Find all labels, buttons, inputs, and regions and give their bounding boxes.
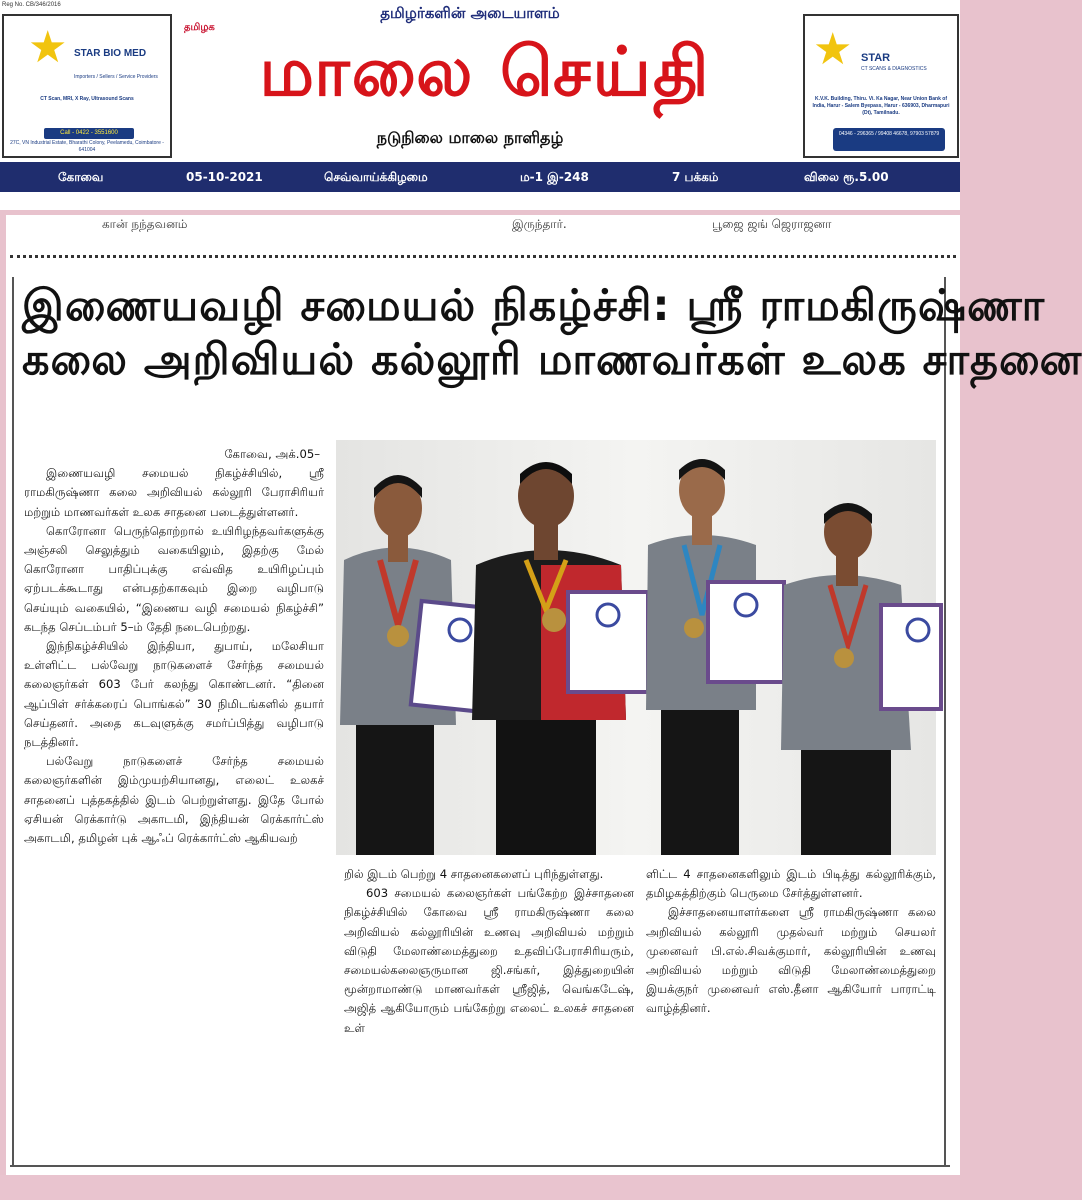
certificate-2 [568,592,648,692]
article-clipping [6,215,1082,1175]
article-column-2 [344,865,634,1160]
article-paragraph: இந்நிகழ்ச்சியில் இந்தியா, துபாய், மலேசியா உள்ளிட்ட பல்வேறு நாடுகளைச் சேர்ந்த சமையல் கலைஞர்கள் 603 பேர் கலந்து கொண்டனர். “தினை ஆப்பிள் சர்க்கரைப் பொங்கல்” 30 நிமிடங்களில் தயார் செய்தனர். அதை கடவுளுக்கு சமர்ப்பித்து வழிபாடு நடத்தினர். [24,639,324,750]
issue-pages: 7 பக்கம் [672,170,719,184]
advert-brand: STAR BIO MED [74,48,147,59]
article-column-3 [646,865,936,1160]
article-headline [22,279,1082,387]
advert-address: 27C, VN Industrial Estate, Bharathi Colony, Peelamedu, Coimbatore - 641004 [10,140,164,153]
article-paragraph: இச்சாதனையாளர்களை ஸ்ரீ ராமகிருஷ்ணா கலை அறிவியல் கல்லூரி முதல்வர் மற்றும் செயலர் முனைவர் பி.எல்.சிவக்குமார், கல்லூரியின் உணவு அறிவியல் மற்றும் விடுதி மேலாண்மைத்துறை இயக்குநர் முனைவர் எஸ்.தீனா ஆகியோர் பாராட்டி வாழ்த்தினர். [646,905,936,1016]
advert-brand: STAR [861,52,891,64]
certificate-3 [708,582,784,682]
article-paragraph: இணையவழி சமையல் நிகழ்ச்சியில், ஸ்ரீ ராமகிருஷ்ணா கலை அறிவியல் கல்லூரி பேராசிரியர் மற்றும் மாணவர்கள் உலக சாதனை படைத்துள்ளனர். [24,466,324,519]
article-paragraph: பல்வேறு நாடுகளைச் சேர்ந்த சமையல் கலைஞர்களின் இம்முயற்சியானது, எலைட் உலகச் சாதனைப் புத்தகத்தில் இடம் பெற்றுள்ளது. இதே போல் ஏசியன் ரெக்கார்டு அகாடமி, இந்தியன் ரெக்கார்ட்ஸ் அகாடமி, தமிழன் புக் ஆஃப் ரெக்கார்ட்ஸ் ஆகியவற் [24,754,324,846]
bottom-rule [10,1165,950,1167]
cropped-headline-strip [0,192,960,210]
article-column-1 [24,445,324,1155]
issue-city: கோவை [58,170,104,184]
clipped-text-right: பூஜை ஜங் ஜெராஜனா [712,217,832,231]
photo-group-illustration [336,440,936,855]
column-rule [944,277,946,1167]
issue-price: விலை ரூ.5.00 [804,170,889,184]
article-paragraph: 603 சமையல் கலைஞர்கள் பங்கேற்ற இச்சாதனை நிகழ்ச்சியில் கோவை ஸ்ரீ ராமகிருஷ்ணா கலை அறிவியல் கல்லூரியின் உணவு அறிவியல் மற்றும் விடுதி மேலாண்மைத்துறை உதவிப்பேராசிரியரும், சமையல்கலைஞருமான ஜி.சங்கர், இத்துறையின் மூன்றாமாண்டு மாணவர்கள் ஸ்ரீஜித், வெங்கடேஷ், அஜித் ஆகியோரும் பங்கேற்று எலைட் உலகச் சாதனை உள் [344,886,634,1035]
advert-phone: Call - 0422 - 3551600 [44,128,134,139]
advert-services: CT Scan, MRI, X Ray, Ultrasound Scans [40,96,134,102]
advert-subtitle: CT SCANS & DIAGNOSTICS [861,66,927,72]
dotted-divider [10,255,956,258]
headline-line-1: இணையவழி சமையல் நிகழ்ச்சி: ஸ்ரீ ராமகிருஷ்ணா [22,281,1046,331]
advert-address: K.V.K. Building, Thiru. Vi. Ka Nagar, Near Union Bank of India, Harur - Salem Byepass, Harur - 636903, Dharmapuri (Dt), Tamilnadu. [812,96,950,116]
masthead-tagline-top: தமிழர்களின் அடையாளம் [380,4,560,22]
article-dateline: கோவை, அக்.05– [224,447,320,461]
masthead [0,0,960,162]
issue-date: 05-10-2021 [186,170,263,184]
advert-star-bio-med [2,14,172,158]
advert-star-ct-scans [803,14,959,158]
headline-line-2: கலை அறிவியல் கல்லூரி மாணவர்கள் உலக சாதனை [22,335,1082,385]
article-paragraph: ளிட்ட 4 சாதனைகளிலும் இடம் பிடித்து கல்லூரிக்கும், தமிழகத்திற்கும் பெருமை சேர்த்துள்ளனர். [646,867,936,901]
article-paragraph: கொரோனா பெருந்தொற்றால் உயிரிழந்தவர்களுக்கு அஞ்சலி செலுத்தும் வகையிலும், இதற்கு மேல் கொரோனா பாதிப்புக்கு எவ்வித உயிரிழப்பும் ஏற்படக்கூடாது என்பதற்காகவும் இறை வழிபாடு செய்யும் வகையில், “இணைய வழி சமையல் நிகழ்ச்சி” கடந்த செப்டம்பர் 5–ம் தேதி நடைபெற்றது. [24,523,324,634]
clipped-text-left: கான் நந்தவனம் [102,217,188,231]
issue-day: செவ்வாய்க்கிழமை [324,170,428,184]
issue-number: ம-1 இ-248 [520,170,589,184]
newspaper-logo: மாலை செய்தி [259,33,711,112]
certificate-4 [881,605,941,709]
article-photo [336,440,936,855]
column-rule [12,277,14,1167]
article-paragraph: றில் இடம் பெற்று 4 சாதனைகளைப் புரிந்துள்ளது. [344,867,604,881]
star-icon: ★ [28,23,68,72]
masthead-tagline-bottom: நடுநிலை மாலை நாளிதழ் [376,128,564,147]
masthead-prefix: தமிழக [184,22,215,33]
star-icon: ★ [813,25,853,74]
clipped-text-middle: இருந்தார். [512,217,567,231]
page-bottom-band [0,1175,960,1200]
clipped-text-strip [6,217,960,237]
advert-subtitle: Importers / Sellers / Service Providers [74,74,158,80]
registration-number: Reg No. CB/346/2016 [2,2,61,8]
issue-info-bar [0,162,960,192]
advert-phone: 04346 - 296365 / 99408 46678, 97903 57879 [833,128,945,151]
